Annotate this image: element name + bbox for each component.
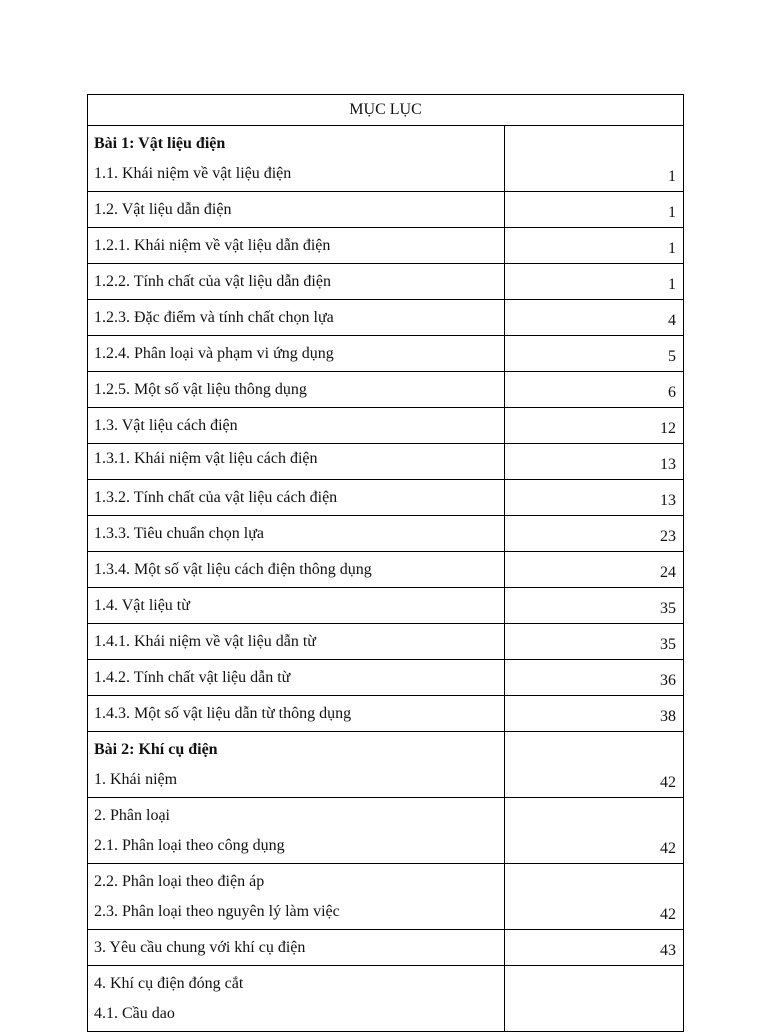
toc-entry-text: [88, 126, 505, 192]
toc-entry-label: 4.1. Cầu dao: [94, 1004, 175, 1022]
toc-row: [88, 126, 684, 192]
toc-row: [88, 588, 684, 624]
toc-entry-text: [88, 408, 505, 444]
toc-row: [88, 696, 684, 732]
toc-entry-text: [88, 930, 505, 966]
toc-entry-label: 2.1. Phân loại theo công dụng: [94, 836, 285, 854]
toc-entry-text: [88, 696, 505, 732]
toc-page-number: 42: [505, 798, 684, 864]
toc-entry-text: [88, 372, 505, 408]
toc-entry-label: 1.4.1. Khái niệm về vật liệu dẫn từ: [94, 632, 316, 650]
toc-row: [88, 408, 684, 444]
toc-entry-text: [88, 798, 505, 864]
toc-entry-label: 1.3.1. Khái niệm vật liệu cách điện: [94, 450, 318, 467]
toc-entry-text: [88, 228, 505, 264]
toc-page-number: 23: [505, 516, 684, 552]
toc-entry-label: 1.4. Vật liệu từ: [94, 596, 190, 614]
toc-entry-text: [88, 732, 505, 798]
toc-row: [88, 864, 684, 930]
toc-entry-label: 1.3.4. Một số vật liệu cách điện thông dụng: [94, 560, 372, 578]
toc-page-number: 35: [505, 624, 684, 660]
toc-entry-label: 2. Phân loại: [94, 806, 170, 824]
toc-entry-text: [88, 336, 505, 372]
toc-entry-text: [88, 192, 505, 228]
toc-section-heading: Bài 1: Vật liệu điện: [94, 134, 226, 152]
toc-page-number: 24: [505, 552, 684, 588]
toc-entry-label: 1. Khái niệm: [94, 770, 178, 788]
toc-row: [88, 300, 684, 336]
toc-entry-text: [88, 264, 505, 300]
toc-row: [88, 732, 684, 798]
toc-entry-text: [88, 552, 505, 588]
toc-row: [88, 798, 684, 864]
toc-page-number: 6: [505, 372, 684, 408]
toc-entry-text: [88, 624, 505, 660]
toc-entry-label: 1.2.3. Đặc điểm và tính chất chọn lựa: [94, 308, 334, 326]
toc-page-number: 42: [505, 732, 684, 798]
toc-row: [88, 552, 684, 588]
toc-entry-text: [88, 516, 505, 552]
toc-page-number: 4: [505, 300, 684, 336]
toc-page-number: 1: [505, 126, 684, 192]
toc-row: [88, 624, 684, 660]
toc-entry-text: [88, 864, 505, 930]
toc-entry-label: 1.3.3. Tiêu chuẩn chọn lựa: [94, 524, 264, 542]
toc-row: [88, 966, 684, 1032]
table-of-contents: [87, 94, 684, 1032]
toc-entry-text: [88, 444, 505, 480]
toc-row: [88, 372, 684, 408]
toc-page-number: 1: [505, 264, 684, 300]
toc-page-number: 35: [505, 588, 684, 624]
toc-row: [88, 444, 684, 480]
toc-page-number: 43: [505, 930, 684, 966]
toc-body: [88, 95, 684, 1032]
toc-section-heading: Bài 2: Khí cụ điện: [94, 740, 218, 758]
toc-entry-label: 1.3. Vật liệu cách điện: [94, 416, 238, 434]
toc-row: [88, 660, 684, 696]
toc-row: [88, 192, 684, 228]
toc-page-number: [505, 966, 684, 1032]
toc-entry-text: [88, 660, 505, 696]
toc-row: [88, 480, 684, 516]
toc-entry-label: 1.2.5. Một số vật liệu thông dụng: [94, 380, 307, 398]
toc-entry-text: [88, 588, 505, 624]
toc-page-number: 13: [505, 444, 684, 480]
toc-page-number: 38: [505, 696, 684, 732]
toc-entry-text: [88, 966, 505, 1032]
toc-entry-label: 2.3. Phân loại theo nguyên lý làm việc: [94, 902, 340, 920]
toc-entry-label: 1.2. Vật liệu dẫn điện: [94, 200, 232, 218]
toc-page-number: 5: [505, 336, 684, 372]
toc-row: [88, 228, 684, 264]
toc-entry-label: 1.1. Khái niệm về vật liệu điện: [94, 164, 292, 182]
toc-entry-label: 1.2.4. Phân loại và phạm vi ứng dụng: [94, 344, 334, 362]
toc-title: MỤC LỤC: [88, 95, 684, 126]
toc-entry-label: 1.4.2. Tính chất vật liệu dẫn từ: [94, 668, 291, 686]
toc-row: [88, 516, 684, 552]
toc-row: [88, 930, 684, 966]
toc-page-number: 42: [505, 864, 684, 930]
toc-page-number: 36: [505, 660, 684, 696]
toc-page-number: 1: [505, 228, 684, 264]
toc-row: [88, 336, 684, 372]
toc-page-number: 1: [505, 192, 684, 228]
toc-entry-label: 2.2. Phân loại theo điện áp: [94, 872, 265, 890]
toc-entry-label: 1.2.2. Tính chất của vật liệu dẫn điện: [94, 272, 331, 290]
toc-entry-label: 1.4.3. Một số vật liệu dẫn từ thông dụng: [94, 704, 352, 722]
toc-entry-label: 1.2.1. Khái niệm về vật liệu dẫn điện: [94, 236, 331, 254]
toc-entry-label: 4. Khí cụ điện đóng cắt: [94, 974, 244, 992]
toc-entry-text: [88, 300, 505, 336]
toc-page-number: 13: [505, 480, 684, 516]
toc-title-row: [88, 95, 684, 126]
toc-row: [88, 264, 684, 300]
toc-page-number: 12: [505, 408, 684, 444]
toc-entry-text: [88, 480, 505, 516]
toc-entry-label: 1.3.2. Tính chất của vật liệu cách điện: [94, 488, 338, 506]
toc-entry-label: 3. Yêu cầu chung với khí cụ điện: [94, 938, 306, 956]
